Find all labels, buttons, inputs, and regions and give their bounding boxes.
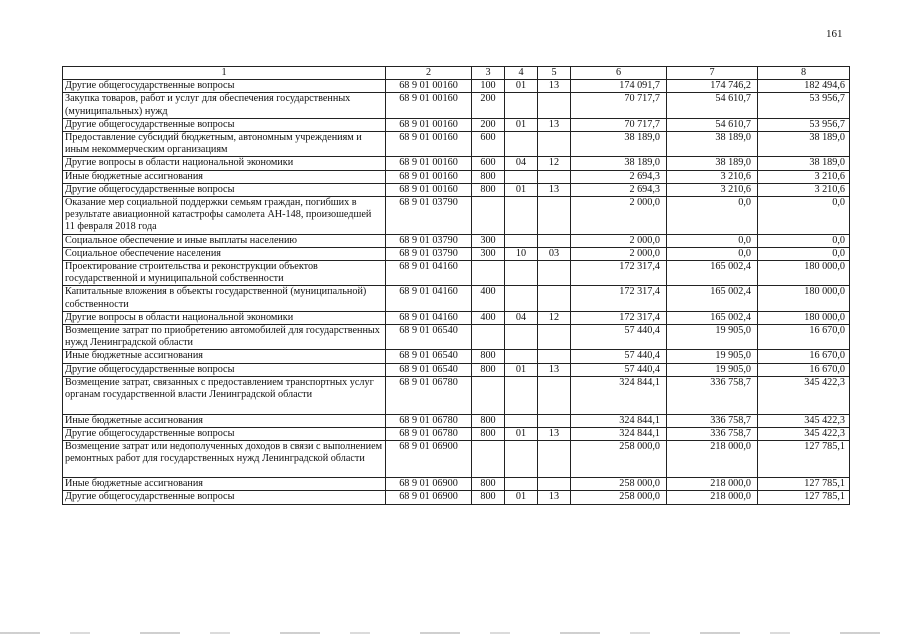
cell-section: 04 [505,311,538,324]
cell-subsection: 12 [538,157,571,170]
header-cell-4: 4 [505,67,538,80]
cell-name: Другие вопросы в области национальной экономики [63,311,386,324]
table-row [63,234,850,247]
cell-expense-type: 200 [472,118,505,131]
cell-name: Иные бюджетные ассигнования [63,478,386,491]
cell-amount-col7: 165 002,4 [667,286,758,311]
cell-subsection: 13 [538,80,571,93]
cell-subsection [538,234,571,247]
table-row [63,197,850,235]
cell-name: Другие общегосударственные вопросы [63,118,386,131]
cell-amount-col7: 0,0 [667,234,758,247]
cell-expense-type: 800 [472,478,505,491]
cell-amount-col7: 19 905,0 [667,350,758,363]
cell-amount-col6: 70 717,7 [571,93,667,118]
cell-amount-col8: 16 670,0 [758,363,850,376]
cell-amount-col6: 324 844,1 [571,428,667,441]
cell-amount-col7: 19 905,0 [667,325,758,350]
cell-amount-col7: 38 189,0 [667,132,758,157]
header-cell-2: 2 [386,67,472,80]
cell-amount-col7: 336 758,7 [667,414,758,427]
cell-section [505,286,538,311]
cell-expense-type: 300 [472,247,505,260]
cell-expense-type: 600 [472,132,505,157]
table-row [63,491,850,504]
cell-target-code: 68 9 01 00160 [386,170,472,183]
cell-subsection [538,261,571,286]
cell-name: Другие общегосударственные вопросы [63,428,386,441]
cell-amount-col8: 3 210,6 [758,170,850,183]
cell-amount-col7: 174 746,2 [667,80,758,93]
cell-amount-col8: 180 000,0 [758,311,850,324]
cell-name: Другие общегосударственные вопросы [63,80,386,93]
cell-amount-col6: 172 317,4 [571,286,667,311]
cell-name: Закупка товаров, работ и услуг для обеспечения государственных (муниципальных) нужд [63,93,386,118]
cell-subsection: 13 [538,118,571,131]
cell-target-code: 68 9 01 00160 [386,80,472,93]
cell-expense-type: 800 [472,170,505,183]
cell-amount-col6: 2 000,0 [571,197,667,235]
cell-name: Возмещение затрат по приобретению автомобилей для государственных нужд Ленинградской области [63,325,386,350]
cell-subsection: 12 [538,311,571,324]
table-header-row [63,67,850,80]
cell-subsection [538,286,571,311]
cell-section: 01 [505,183,538,196]
cell-amount-col8: 180 000,0 [758,261,850,286]
header-cell-7: 7 [667,67,758,80]
cell-amount-col8: 182 494,6 [758,80,850,93]
cell-amount-col6: 174 091,7 [571,80,667,93]
table-row [63,350,850,363]
table-row [63,247,850,260]
header-cell-5: 5 [538,67,571,80]
header-cell-6: 6 [571,67,667,80]
cell-section [505,234,538,247]
cell-amount-col6: 324 844,1 [571,414,667,427]
cell-target-code: 68 9 01 00160 [386,93,472,118]
cell-name: Другие общегосударственные вопросы [63,183,386,196]
cell-section [505,197,538,235]
cell-amount-col8: 0,0 [758,234,850,247]
cell-section [505,350,538,363]
cell-amount-col7: 218 000,0 [667,491,758,504]
cell-amount-col7: 3 210,6 [667,170,758,183]
table-row [63,118,850,131]
cell-target-code: 68 9 01 04160 [386,311,472,324]
cell-amount-col6: 258 000,0 [571,441,667,478]
cell-subsection [538,132,571,157]
cell-section [505,261,538,286]
cell-expense-type [472,197,505,235]
cell-section: 01 [505,80,538,93]
cell-target-code: 68 9 01 04160 [386,261,472,286]
cell-section: 01 [505,491,538,504]
cell-section: 01 [505,363,538,376]
header-cell-1: 1 [63,67,386,80]
cell-amount-col7: 336 758,7 [667,428,758,441]
cell-target-code: 68 9 01 06540 [386,363,472,376]
cell-expense-type: 100 [472,80,505,93]
cell-name: Иные бюджетные ассигнования [63,170,386,183]
cell-target-code: 68 9 01 03790 [386,197,472,235]
cell-subsection: 13 [538,363,571,376]
cell-amount-col6: 172 317,4 [571,311,667,324]
cell-target-code: 68 9 01 06900 [386,491,472,504]
cell-subsection [538,376,571,414]
table-row [63,363,850,376]
cell-target-code: 68 9 01 00160 [386,157,472,170]
page-number: 161 [826,28,843,40]
cell-amount-col8: 180 000,0 [758,286,850,311]
cell-target-code: 68 9 01 06780 [386,414,472,427]
cell-target-code: 68 9 01 03790 [386,247,472,260]
cell-expense-type: 600 [472,157,505,170]
table-row [63,478,850,491]
table-row [63,441,850,478]
cell-section [505,376,538,414]
cell-section: 10 [505,247,538,260]
cell-amount-col7: 0,0 [667,247,758,260]
cell-name: Иные бюджетные ассигнования [63,350,386,363]
cell-name: Другие общегосударственные вопросы [63,363,386,376]
cell-subsection [538,414,571,427]
cell-amount-col7: 336 758,7 [667,376,758,414]
cell-amount-col8: 127 785,1 [758,491,850,504]
cell-amount-col7: 165 002,4 [667,311,758,324]
cell-target-code: 68 9 01 06900 [386,441,472,478]
cell-expense-type: 800 [472,183,505,196]
cell-expense-type: 800 [472,491,505,504]
cell-subsection [538,478,571,491]
cell-amount-col8: 53 956,7 [758,118,850,131]
cell-amount-col8: 53 956,7 [758,93,850,118]
cell-amount-col7: 38 189,0 [667,157,758,170]
cell-amount-col7: 218 000,0 [667,478,758,491]
cell-amount-col6: 57 440,4 [571,325,667,350]
cell-name: Иные бюджетные ассигнования [63,414,386,427]
cell-expense-type [472,441,505,478]
cell-target-code: 68 9 01 06780 [386,376,472,414]
cell-amount-col8: 38 189,0 [758,132,850,157]
cell-amount-col6: 2 694,3 [571,183,667,196]
cell-amount-col7: 218 000,0 [667,441,758,478]
table-row [63,325,850,350]
table-row [63,286,850,311]
cell-expense-type: 200 [472,93,505,118]
cell-section [505,325,538,350]
cell-amount-col6: 258 000,0 [571,491,667,504]
cell-amount-col6: 38 189,0 [571,132,667,157]
cell-amount-col6: 2 000,0 [571,234,667,247]
cell-section [505,414,538,427]
cell-target-code: 68 9 01 06780 [386,428,472,441]
cell-amount-col8: 38 189,0 [758,157,850,170]
cell-amount-col6: 70 717,7 [571,118,667,131]
cell-section [505,170,538,183]
cell-subsection [538,170,571,183]
cell-amount-col7: 165 002,4 [667,261,758,286]
cell-name: Социальное обеспечение населения [63,247,386,260]
cell-subsection [538,350,571,363]
cell-subsection: 13 [538,428,571,441]
cell-name: Капитальные вложения в объекты государственной (муниципальной) собственности [63,286,386,311]
cell-amount-col7: 3 210,6 [667,183,758,196]
table-row [63,157,850,170]
cell-section: 01 [505,428,538,441]
cell-amount-col8: 0,0 [758,247,850,260]
cell-amount-col8: 345 422,3 [758,376,850,414]
cell-subsection [538,325,571,350]
scan-edge-artifact [0,632,905,634]
cell-subsection [538,93,571,118]
table-row [63,132,850,157]
budget-table [62,66,850,505]
table-row [63,376,850,414]
cell-name: Возмещение затрат, связанных с предоставлением транспортных услуг органам государственной власти Ленинградской области [63,376,386,414]
cell-amount-col8: 16 670,0 [758,325,850,350]
cell-expense-type: 300 [472,234,505,247]
cell-amount-col8: 127 785,1 [758,441,850,478]
cell-subsection [538,197,571,235]
cell-amount-col8: 0,0 [758,197,850,235]
cell-amount-col8: 16 670,0 [758,350,850,363]
cell-section [505,478,538,491]
cell-amount-col7: 54 610,7 [667,118,758,131]
cell-subsection: 13 [538,183,571,196]
cell-expense-type: 800 [472,363,505,376]
cell-amount-col6: 2 694,3 [571,170,667,183]
cell-amount-col6: 57 440,4 [571,350,667,363]
cell-name: Предоставление субсидий бюджетным, автономным учреждениям и иным некоммерческим организациям [63,132,386,157]
cell-section [505,93,538,118]
cell-name: Другие общегосударственные вопросы [63,491,386,504]
cell-subsection [538,441,571,478]
cell-amount-col6: 324 844,1 [571,376,667,414]
cell-name: Другие вопросы в области национальной экономики [63,157,386,170]
cell-target-code: 68 9 01 06540 [386,325,472,350]
cell-expense-type: 800 [472,350,505,363]
cell-subsection: 13 [538,491,571,504]
table-row [63,80,850,93]
table-row [63,93,850,118]
table-row [63,428,850,441]
cell-target-code: 68 9 01 00160 [386,118,472,131]
cell-expense-type [472,325,505,350]
cell-section: 01 [505,118,538,131]
cell-target-code: 68 9 01 04160 [386,286,472,311]
cell-amount-col7: 19 905,0 [667,363,758,376]
cell-amount-col8: 127 785,1 [758,478,850,491]
table-row [63,414,850,427]
cell-amount-col6: 2 000,0 [571,247,667,260]
cell-section: 04 [505,157,538,170]
cell-target-code: 68 9 01 00160 [386,132,472,157]
cell-section [505,441,538,478]
cell-expense-type: 400 [472,286,505,311]
cell-name: Социальное обеспечение и иные выплаты населению [63,234,386,247]
table-row [63,311,850,324]
cell-target-code: 68 9 01 06540 [386,350,472,363]
cell-name: Возмещение затрат или недополученных доходов в связи с выполнением ремонтных работ для государственных нужд Ленинградской области [63,441,386,478]
cell-target-code: 68 9 01 00160 [386,183,472,196]
cell-amount-col6: 38 189,0 [571,157,667,170]
cell-expense-type [472,261,505,286]
cell-expense-type: 400 [472,311,505,324]
table-row [63,183,850,196]
cell-target-code: 68 9 01 03790 [386,234,472,247]
cell-amount-col8: 345 422,3 [758,428,850,441]
cell-section [505,132,538,157]
cell-name: Оказание мер социальной поддержки семьям граждан, погибших в результате авиационной катастрофы самолета АН-148, произошедшей 11 февраля 2018 года [63,197,386,235]
cell-amount-col6: 258 000,0 [571,478,667,491]
cell-amount-col6: 172 317,4 [571,261,667,286]
cell-expense-type: 800 [472,428,505,441]
cell-amount-col8: 345 422,3 [758,414,850,427]
cell-amount-col6: 57 440,4 [571,363,667,376]
cell-amount-col8: 3 210,6 [758,183,850,196]
table-row [63,261,850,286]
cell-expense-type [472,376,505,414]
table-row [63,170,850,183]
cell-name: Проектирование строительства и реконструкции объектов государственной и муниципальной собственности [63,261,386,286]
cell-subsection: 03 [538,247,571,260]
cell-target-code: 68 9 01 06900 [386,478,472,491]
header-cell-8: 8 [758,67,850,80]
cell-amount-col7: 0,0 [667,197,758,235]
header-cell-3: 3 [472,67,505,80]
cell-amount-col7: 54 610,7 [667,93,758,118]
cell-expense-type: 800 [472,414,505,427]
